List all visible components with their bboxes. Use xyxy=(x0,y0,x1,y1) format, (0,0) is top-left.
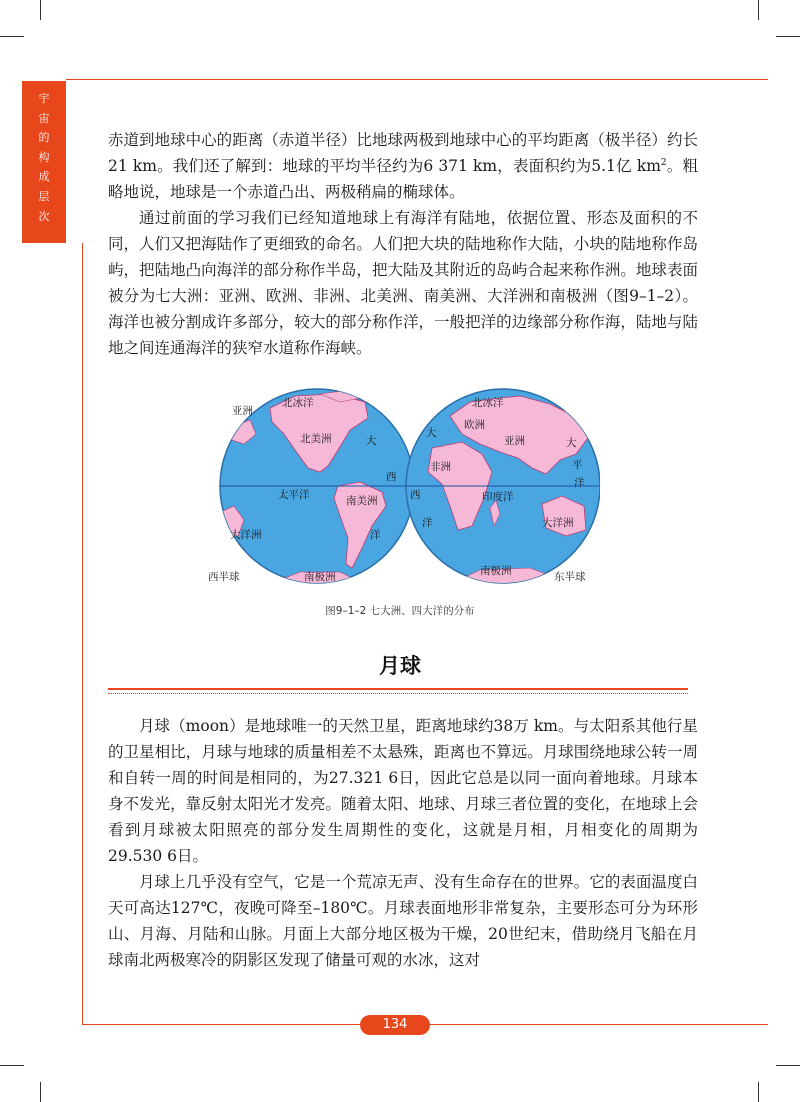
chapter-char: 构 xyxy=(38,150,50,164)
crop-mark xyxy=(40,0,41,20)
label-eastern-hemisphere: 东半球 xyxy=(554,571,586,583)
margin-rule xyxy=(82,243,83,1025)
paragraph-moon-surface: 月球上几乎没有空气，它是一个荒凉无声、没有生命存在的世界。它的表面温度白天可高达127℃，夜晚可降至–180℃。月球表面地形非常复杂，主要形态可分为环形山、月海、月陆和山脉。月面上大部分地区极为干燥，20世纪末，借助绕月飞船在月球南北两极寒冷的阴影区发现了储量可观的水冰，这对 xyxy=(108,873,698,969)
crop-mark xyxy=(758,0,759,20)
chapter-title-vertical xyxy=(22,89,66,226)
label-pacific-char: 洋 xyxy=(574,477,585,489)
label-atlantic-char: 大 xyxy=(366,435,377,447)
label-oceania-west: 大洋洲 xyxy=(230,529,262,541)
label-africa: 非洲 xyxy=(430,461,451,473)
crop-mark xyxy=(776,36,800,37)
western-hemisphere xyxy=(208,389,414,594)
label-atlantic-char: 西 xyxy=(410,489,421,501)
section-title: 月球 xyxy=(379,654,421,678)
label-western-hemisphere: 西半球 xyxy=(208,571,240,583)
label-asia-west: 亚洲 xyxy=(232,405,253,417)
label-arctic-east: 北冰洋 xyxy=(472,397,504,409)
crop-mark xyxy=(758,1082,759,1102)
crop-mark xyxy=(40,1082,41,1102)
label-atlantic-char: 洋 xyxy=(370,529,381,541)
paragraph-earth-shape xyxy=(108,127,698,205)
crop-mark xyxy=(0,36,24,37)
label-pacific-char: 平 xyxy=(572,459,583,471)
label-oceania-east: 大洋洲 xyxy=(542,517,574,529)
label-atlantic-char: 洋 xyxy=(422,517,433,529)
chapter-side-tab xyxy=(22,81,66,243)
chapter-char: 宙 xyxy=(38,111,50,125)
eastern-hemisphere xyxy=(406,389,600,594)
hemisphere-map xyxy=(200,388,600,600)
label-europe: 欧洲 xyxy=(464,419,485,431)
body-text-moon xyxy=(108,713,698,973)
header-rule xyxy=(66,79,768,80)
title-rule xyxy=(108,688,688,690)
label-atlantic-char: 大 xyxy=(426,427,437,439)
paragraph-text: 赤道到地球中心的距离（赤道半径）比地球两极到地球中心的平均距离（极半径）约长21 km。我们还了解到：地球的平均半径约为6 371 km，表面积约为5.1亿 km xyxy=(108,131,698,175)
label-antarctica-west: 南极洲 xyxy=(304,571,336,583)
label-pacific: 太平洋 xyxy=(278,489,310,501)
crop-mark xyxy=(0,1065,24,1066)
world-map-figure xyxy=(200,388,600,600)
label-arctic-west: 北冰洋 xyxy=(282,397,314,409)
label-asia-east: 亚洲 xyxy=(504,435,525,447)
crop-mark xyxy=(776,1065,800,1066)
chapter-char: 宇 xyxy=(38,92,50,105)
title-rule-dotted xyxy=(108,693,688,694)
chapter-char: 成 xyxy=(38,170,50,184)
superscript: 2 xyxy=(660,157,667,168)
chapter-char: 的 xyxy=(38,131,50,145)
paragraph-text: 。粗略地说，地球是一个赤道凸出、两极稍扁的椭球体。 xyxy=(108,157,698,201)
paragraph-continents: 通过前面的学习我们已经知道地球上有海洋有陆地，依据位置、形态及面积的不同，人们又把海陆作了更细致的命名。人们把大块的陆地称作大陆，小块的陆地称作岛屿，把陆地凸向海洋的部分称作半岛，把大陆及其附近的岛屿合起来称作洲。地球表面被分为七大洲：亚洲、欧洲、非洲、北美洲、南美洲、大洋洲和南极洲（图9–1–2）。海洋也被分割成许多部分，较大的部分称作洋，一般把洋的边缘部分称作海，陆地与陆地之间连通海洋的狭窄水道称作海峡。 xyxy=(108,209,698,357)
label-north-america: 北美洲 xyxy=(300,433,332,445)
label-atlantic-char: 西 xyxy=(386,471,397,483)
chapter-char: 次 xyxy=(38,209,50,223)
label-antarctica-east: 南极洲 xyxy=(480,565,512,577)
page-number: 134 xyxy=(360,1015,430,1035)
figure-caption: 图9–1–2 七大洲、四大洋的分布 xyxy=(325,605,475,617)
body-text-top xyxy=(108,127,698,361)
paragraph-moon-intro: 月球（moon）是地球唯一的天然卫星，距离地球约38万 km。与太阳系其他行星的卫星相比，月球与地球的质量相差不太悬殊，距离也不算远。月球围绕地球公转一周和自转一周的时间是相同的，为27.321 6日，因此它总是以同一面向着地球。月球本身不发光，靠反射太阳光才发亮。随着太阳、地球、月球三者位置的变化，在地球上会看到月球被太阳照亮的部分发生周期性的变化，这就是月相，月相变化的周期为29.530 6日。 xyxy=(108,717,698,865)
chapter-char: 层 xyxy=(38,189,50,203)
label-indian-ocean: 印度洋 xyxy=(482,491,514,503)
label-pacific-char: 大 xyxy=(566,437,577,449)
label-south-america: 南美洲 xyxy=(346,495,378,507)
